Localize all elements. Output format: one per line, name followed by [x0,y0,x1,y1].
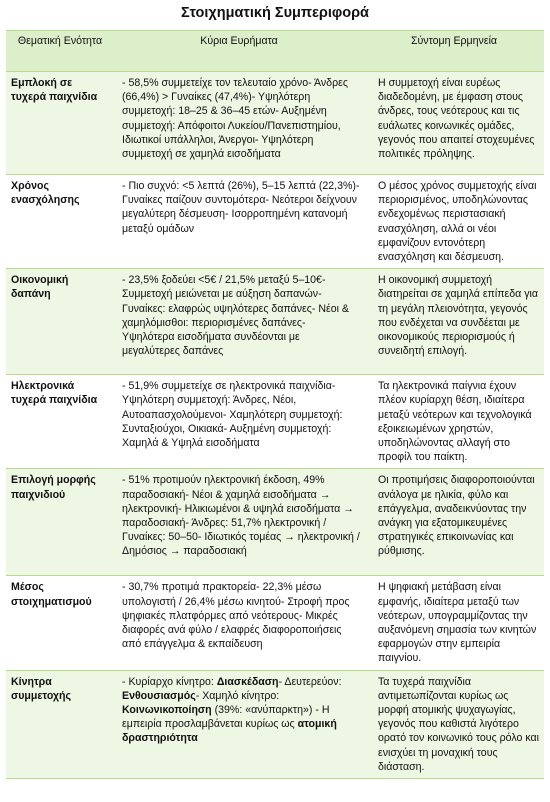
row-findings: - 58,5% συμμετείχε τον τελευταίο χρόνο- Άνδρες (66,4%) > Γυναίκες (47,4%)- Υψηλότερη συμμετοχή: 18–25 & 36–45 ετών- Αυξημένη συμμετοχή: Απόφοιτοι Λυκείου/Πανεπιστημίου, Ιδιωτικοί υπάλληλοι, Άνεργοι- Υψηλότερη συμμετοχή σε χαμηλά εισοδήματα [114,72,364,175]
row-topic: Ηλεκτρονικά τυχερά παιχνίδια [6,375,114,469]
findings-emphasis: ατομική δραστηριότητα [122,718,337,745]
row-findings [114,670,364,778]
header-thematic-unit: Θεματική Ενότητα [6,31,114,72]
table-row [6,576,544,670]
row-topic: Οικονομική δαπάνη [6,269,114,375]
document-title: Στοιχηματική Συμπεριφορά [6,0,544,31]
findings-emphasis: Ενθουσιασμός [122,689,196,702]
table-row [6,469,544,576]
row-interpretation: Ο μέσος χρόνος συμμετοχής είναι περιορισμένος, υποδηλώνοντας ενδεχομένως περιστασιακή ενασχόληση, αλλά οι νέοι εμφανίζουν εντονότερη ενασχόληση και δέσμευση. [364,175,544,269]
row-interpretation: Τα τυχερά παιχνίδια αντιμετωπίζονται κυρίως ως μορφή ατομικής ψυχαγωγίας, γεγονός που καθιστά λιγότερο ορατό τον κοινωνικό τους ρόλο και ενισχύει τη μοναχική τους διάσταση. [364,670,544,778]
findings-text: (39%: «ανύπαρκτη») - Η εμπειρία προσλαμβάνεται κυρίως ως [122,704,330,731]
table-row [6,175,544,269]
table-row [6,375,544,469]
table-row [6,72,544,175]
row-topic: Κίνητρα συμμετοχής [6,670,114,778]
findings-emphasis: Διασκέδαση [216,675,279,688]
gambling-behavior-table [6,31,544,779]
row-topic: Επιλογή μορφής παιχνιδιού [6,469,114,576]
row-interpretation: Οι προτιμήσεις διαφοροποιούνται ανάλογα με ηλικία, φύλο και επάγγελμα, αναδεικνύοντας την ανάγκη για εξατομικευμένες στρατηγικές επικοινωνίας και ρύθμισης. [364,469,544,576]
header-main-findings: Κύρια Ευρήματα [114,31,364,72]
row-findings: - 23,5% ξοδεύει <5€ / 21,5% μεταξύ 5–10€- Συμμετοχή μειώνεται με αύξηση δαπανών- Γυναίκες: ελαφρώς υψηλότερες δαπάνες- Νέοι & χαμηλόμισθοι: περιορισμένες δαπάνες- Υψηλότερα εισοδήματα συνδέονται με μεγαλύτερες δαπάνες [114,269,364,375]
findings-text: - Δευτερεύον: [278,675,342,688]
findings-emphasis: Κοινωνικοποίηση [122,704,212,717]
row-interpretation: Τα ηλεκτρονικά παίγνια έχουν πλέον κυρίαρχη θέση, ιδιαίτερα μεταξύ νεότερων και τεχνολογικά εξοικειωμένων χρηστών, υποδηλώνοντας αλλαγή στο προφίλ του παίκτη. [364,375,544,469]
row-interpretation: Η ψηφιακή μετάβαση είναι εμφανής, ιδιαίτερα μεταξύ των νεότερων, υπογραμμίζοντας την αυξανόμενη σημασία των κινητών εφαρμογών στην εμπειρία παιγνίου. [364,576,544,670]
row-findings: - 30,7% προτιμά πρακτορεία- 22,3% μέσω υπολογιστή / 26,4% μέσω κινητού- Στροφή προς ψηφιακές πλατφόρμες από νεότερους- Μικρές διαφορές ανά φύλο / ελαφρές διαφοροποιήσεις από επάγγελμα & εκπαίδευση [114,576,364,670]
table-header-row [6,31,544,72]
table-row [6,269,544,375]
header-short-interpretation: Σύντομη Ερμηνεία [364,31,544,72]
row-interpretation: Η συμμετοχή είναι ευρέως διαδεδομένη, με έμφαση στους άνδρες, τους νεότερους και τις ευάλωτες κοινωνικές ομάδες, γεγονός που απαιτεί στοχευμένες πολιτικές πρόληψης. [364,72,544,175]
findings-text: - Χαμηλό κίνητρο: [195,689,280,702]
row-interpretation: Η οικονομική συμμετοχή διατηρείται σε χαμηλά επίπεδα για τη μεγάλη πλειονότητα, γεγονός που ενδέχεται να συνδέεται με οικονομικούς περιορισμούς ή συνειδητή επιλογή. [364,269,544,375]
row-findings: - 51% προτιμούν ηλεκτρονική έκδοση, 49% παραδοσιακή- Νέοι & χαμηλά εισοδήματα → ηλεκτρονική- Ηλικιωμένοι & υψηλά εισοδήματα → παραδοσιακή- Άνδρες: 51,7% ηλεκτρονική / Γυναίκες: 50–50- Ιδιωτικός τομέας → ηλεκτρονική / Δημόσιος → παραδοσιακή [114,469,364,576]
findings-text: - Κυρίαρχο κίνητρο: [122,675,217,688]
table-row [6,670,544,778]
row-findings: - Πιο συχνό: <5 λεπτά (26%), 5–15 λεπτά (22,3%)- Γυναίκες παίζουν συντομότερα- Νεότεροι δείχνουν μεγαλύτερη δέσμευση- Ισορροπημένη κατανομή μεταξύ ομάδων [114,175,364,269]
row-topic: Χρόνος ενασχόλησης [6,175,114,269]
row-topic: Μέσος στοιχηματισμού [6,576,114,670]
row-topic: Εμπλοκή σε τυχερά παιχνίδια [6,72,114,175]
row-findings: - 51,9% συμμετείχε σε ηλεκτρονικά παιχνίδια- Υψηλότερη συμμετοχή: Άνδρες, Νέοι, Αυτοαπασχολούμενοι- Χαμηλότερη συμμετοχή: Συνταξιούχοι, Οικιακά- Αυξημένη συμμετοχή: Χαμηλά & Υψηλά εισοδήματα [114,375,364,469]
